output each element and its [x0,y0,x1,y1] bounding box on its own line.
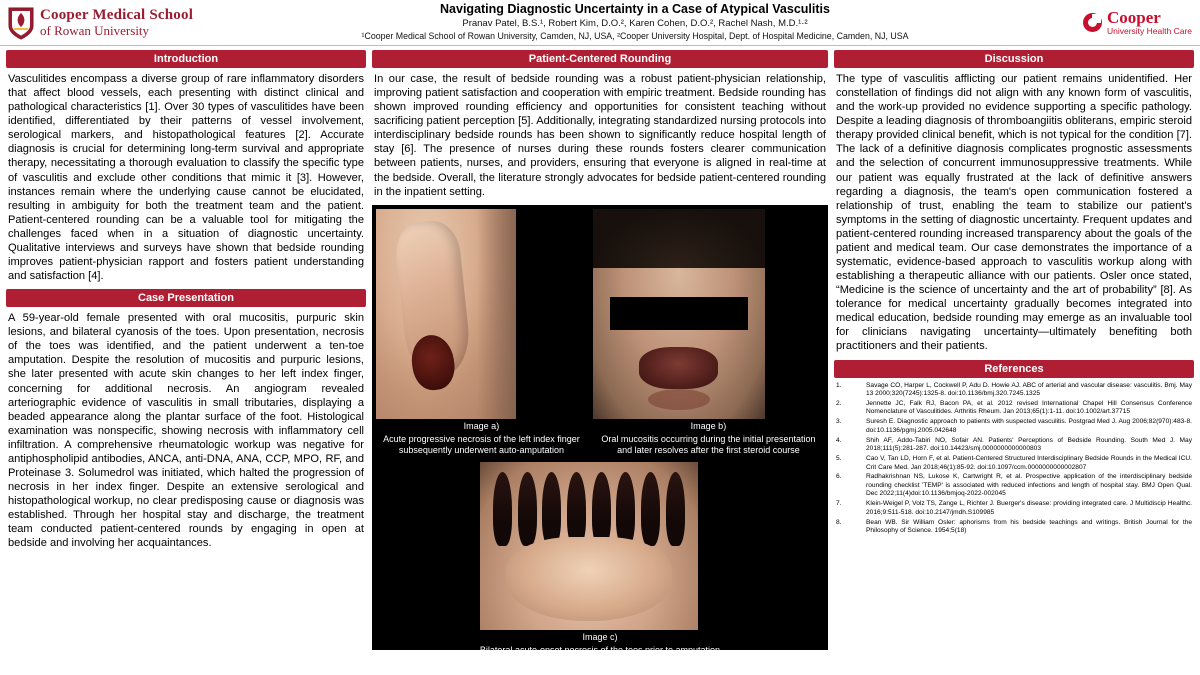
cooper-mark-icon [1083,13,1102,32]
left-column [6,50,366,675]
figure-b-caption: Oral mucositis occurring during the initial presentation and later resolves after the first steroid course [601,433,816,455]
cooper-logo-line2: University Health Care [1106,25,1192,36]
reference-item [836,519,1192,536]
figure-a-caption: Acute progressive necrosis of the left index finger subsequently underwent auto-amputation [383,433,580,455]
reference-text: Jennette JC, Falk RJ, Bacon PA, et al. 2012 revised International Chapel Hill Consensus Conference Nomenclature of Vasculitides. Arthritis Rheum. Jan 2013;65(1):1-11. doi:10.1002/art.37715 [866,399,1192,416]
affiliations: ¹Cooper Medical School of Rowan University, Camden, NJ, USA, ²Cooper University Hospital, Dept. of Hospital Medicine, Camden, NJ, USA [361,31,909,42]
reference-text: Suresh E. Diagnostic approach to patients with suspected vasculitis. Postgrad Med J. Aug 2006;82(970):483-8. doi:10.1136/pgmj.2005.042648 [866,418,1192,434]
privacy-bar [610,297,748,331]
reference-item [836,455,1192,472]
references-header: References [834,360,1194,378]
reference-text: Klein-Weigel P, Volz TS, Zange L, Richter J. Buerger's disease: providing integrated care. J Multidiscip Healthc. 2016;9:511-518. doi:10.2147/jmdh.S109985 [866,500,1192,516]
cooper-logo [1002,9,1192,36]
reference-text: Radhakrishnan NS, Lukose K, Cartwright R, et al. Prospective application of the interdisciplinary bedside rounding checklist 'TEMP' is associated with reduced infections and length of hospital stay. BMJ Open Qual. Dec 2022;11(4)doi:10.1136/bmjoq-2022-002045 [866,473,1192,498]
photo-toe-necrosis [480,462,698,630]
cmsru-logo-line2: of Rowan University [40,22,150,38]
middle-column [372,50,828,675]
patient-centered-rounding-text: In our case, the result of bedside rounding was a robust patient-physician relationship, improving patient satisfaction and cooperation with empiric treatment. Bedside rounding has shown improved rounding efficiency and opportunities for consistent teaching without sacrificing patient perception [5]. Additionally, integrating standardized nursing protocols into interdisciplinary bedside rounds has been shown to significantly reduce hospital length of stay [6]. The presence of nurses during these rounds fosters clearer communication between patients, nurses, and providers, ensuring that everyone is aligned in real-time at the bedside. Overall, the literature strongly advocates for bedside patient-centered rounding in the inpatient setting. [374,73,826,198]
page-title: Navigating Diagnostic Uncertainty in a Case of Atypical Vasculitis [440,2,830,17]
cooper-logo-text [1107,9,1192,36]
reference-item [836,437,1192,454]
references-list [834,382,1194,536]
figure-row-top [376,209,824,456]
figure-b-label: Image b) [690,420,727,431]
figure-c-caption: Bilateral acute-onset necrosis of the toes prior to amputation [479,644,721,655]
title-block [268,2,1002,42]
photo-oral-mucositis [593,209,765,419]
reference-number: 3. [836,418,842,426]
reference-number: 1. [836,381,842,389]
author-list: Pranav Patel, B.S.¹, Robert Kim, D.O.², Karen Cohen, D.O.², Rachel Nash, M.D.¹·² [462,18,808,30]
figure-panel [372,205,828,655]
reference-number: 6. [836,473,842,481]
reference-text: Bean WB. Sir William Osler: aphorisms from his bedside teachings and writings. British Journal for the Philosophy of Science. 1954;5(18) [866,518,1192,535]
cmsru-logo-line1: Cooper Medical School [40,6,194,23]
poster-columns [0,46,1200,675]
reference-text: Cao V, Tan LD, Horn F, et al. Patient-Centered Structured Interdisciplinary Bedside Rounds in the Medical ICU. Crit Care Med. Jan 2018;46(1):85-92. doi:10.1097/ccm.0000000000002807 [866,455,1192,471]
reference-item [836,400,1192,417]
case-presentation-header: Case Presentation [6,289,366,307]
shield-icon [8,6,34,40]
reference-number: 8. [836,518,842,526]
introduction-text: Vasculitides encompass a diverse group of rare inflammatory disorders that affect blood vessels, each presenting with distinct clinical and pathological characteristics [1]. Over 30 types of vasculitides have been identified, differentiated by their patterns of vessel involvement, serological markers, and histopathological features [2]. Accurate diagnosis is crucial for determining long-term survival and appropriate therapy, necessitating a thorough evaluation to classify the specific type of vasculitis and exclude other conditions that mimic it [3]. However, instances remain where the underlying cause cannot be elucidated, resulting in ambiguity for both the treatment team and the patient. Patient-centered rounding can be a valuable tool for mitigating the challenges faced when in a situation of diagnostic uncertainty. Qualitative interviews and surveys have shown that bedside rounding improves patient-physician rapport and fosters patient understanding and satisfaction [4]. [8,73,364,283]
figure-c [480,462,720,656]
figure-c-label: Image c) [582,631,618,642]
figure-row-bottom [376,462,824,656]
reference-item [836,418,1192,435]
cmsru-logo [8,6,268,40]
patient-centered-rounding-header: Patient-Centered Rounding [372,50,828,68]
reference-number: 2. [836,399,842,407]
reference-number: 4. [836,436,842,444]
discussion-header: Discussion [834,50,1194,68]
reference-item [836,473,1192,498]
introduction-header: Introduction [6,50,366,68]
right-column [834,50,1194,675]
figure-a-label: Image a) [463,420,500,431]
figure-b [593,209,824,456]
cooper-logo-line1: Cooper [1106,7,1161,27]
reference-number: 7. [836,500,842,508]
reference-text: Savage CO, Harper L, Cockwell P, Adu D. Howie AJ. ABC of arterial and vascular disease: vasculitis. Bmj. May 13 2000;320(7245):1325-8. doi:10.1136/bmj.320.7245.1325 [866,381,1192,397]
photo-finger-necrosis [376,209,516,419]
reference-text: Shih AF, Addo-Tabiri NO, Sofair AN. Patients' Perceptions of Bedside Rounding. South Med J. May 2018;111(5):281-287. doi:10.14423/smj.0000000000000803 [866,436,1192,453]
cmsru-logo-text [40,8,193,37]
poster-header [0,0,1200,46]
discussion-text: The type of vasculitis afflicting our patient remains unidentified. Her constellation of findings did not align with any known form of vasculitis, and the work-up provided no evidence supporting a specific pathology. Despite a leading diagnosis of thromboangiitis obliterans, empiric steroid therapy provided clinical benefit, which is not typical for the condition [7]. The lack of a definitive diagnosis complicates prognostic assessments and the selection of concurrent immunosuppressive treatments. While our patient was equally frustrated at the lack of definitive answers regarding a diagnosis, the team's open communication fostered a relationship of trust, enabling the team to stabilize our patient's symptoms in the setting of diagnostic uncertainty. Frequent updates and patient-centered rounding increased transparency about the goals of the patient and medical team. Our case demonstrates the importance of a systematic, evidence-based approach to vasculitis workup along with establishing a therapeutic alliance with our patients. Osler once stated, “Medicine is the science of uncertainty and the art of probability” [8]. As tolerance for medical uncertainty gradually becomes integrated into medical education, bedside rounding may emerge as an invaluable tool for clinicians navigating uncertainty—ultimately benefiting both practitioners and their patients. [836,73,1192,353]
reference-number: 5. [836,455,842,463]
figure-a [376,209,587,456]
reference-item [836,382,1192,399]
reference-item [836,500,1192,517]
case-presentation-text: A 59-year-old female presented with oral mucositis, purpuric skin lesions, and bilateral cyanosis of the toes. Upon presentation, necrosis of the toes was identified, and the patient underwent a ten-toe amputation. Despite the resolution of mucositis and purpuric lesions, she later presented with acute skin changes to her left index finger, concerning for additional necrosis. An angiogram revealed arteriographic evidence of vasculitis in small tributaries, displaying a beaded appearance along the plantar surface of the foot. Histological examination was nonspecific, showing necrosis with inflammatory cell infiltration. A comprehensive rheumatologic workup was negative for antiphospholipid antibodies, ANCA, anti-DNA, ANA, CCP, MPO, RF, and Proteinase 3. Solumedrol was initiated, which halted the progression of necrosis in her index finger. Despite an extensive serological and histopathological workup, no clear predisposing cause or diagnosis was established. Through her hospital stay and discharge, the treatment team conducted patient-centered rounds by engaging in open at bedside and involving her acquaintances. [8,312,364,550]
